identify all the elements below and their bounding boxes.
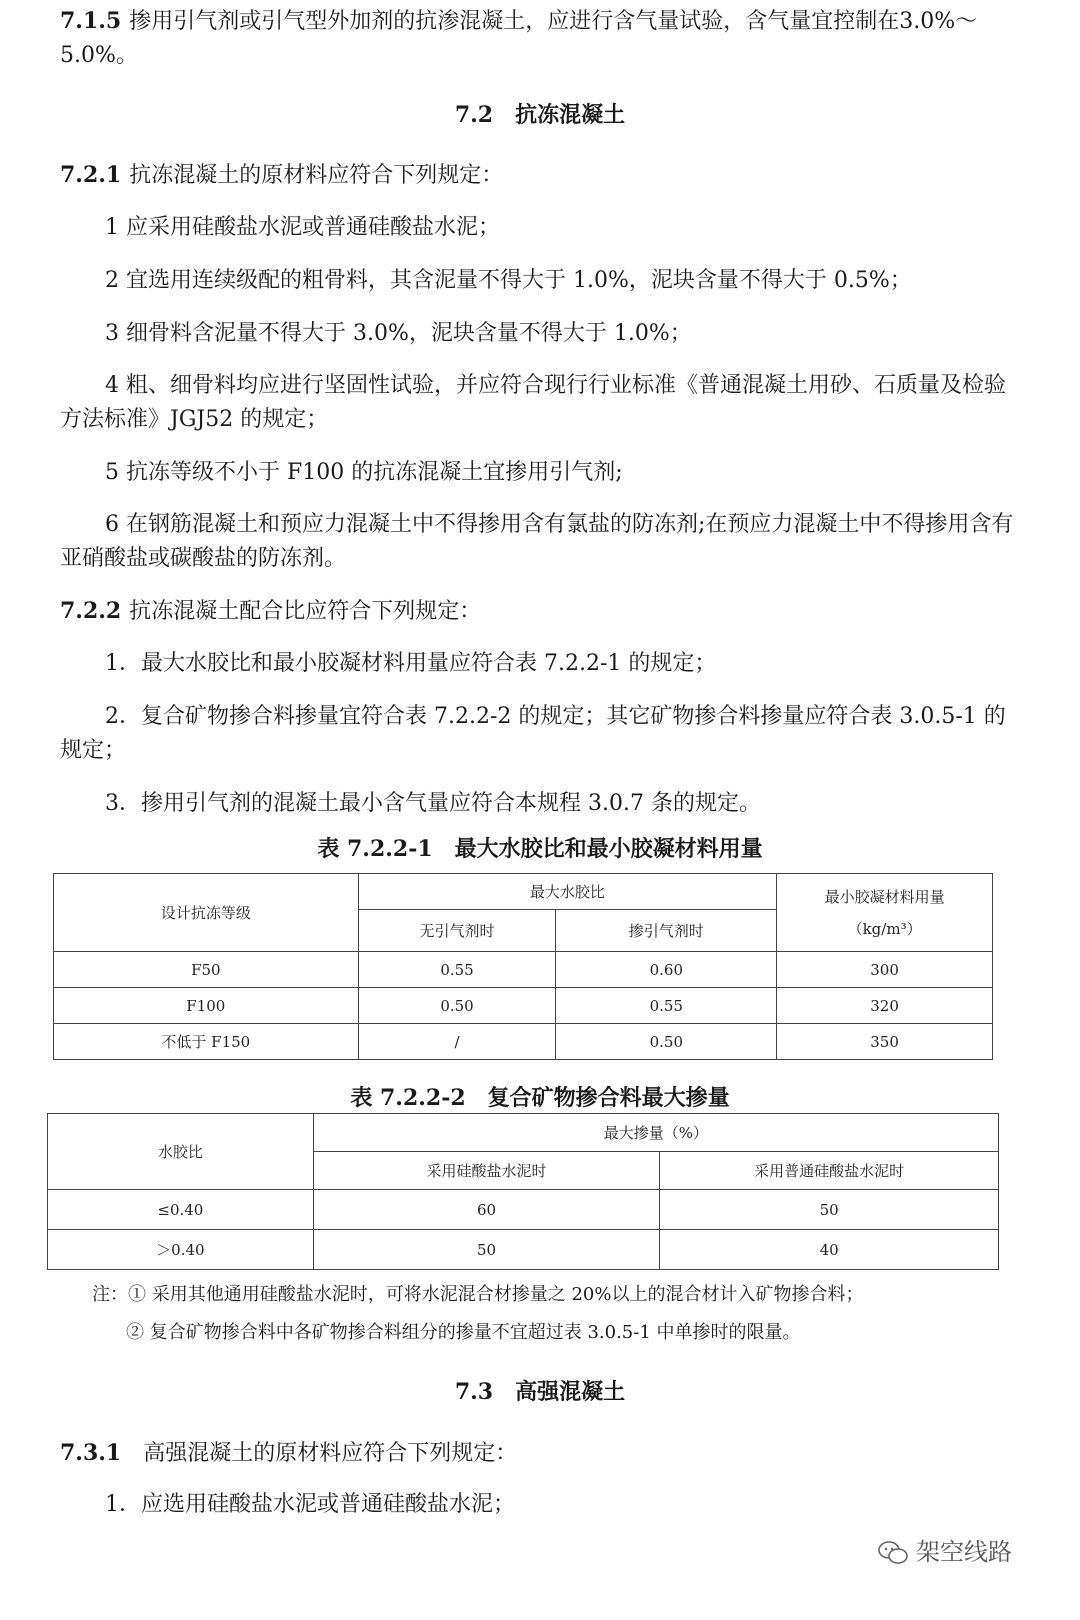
table-row: [54, 1024, 993, 1060]
list-item: 1．应选用硅酸盐水泥或普通硅酸盐水泥；: [105, 1492, 515, 1517]
section-title: 高强混凝土: [515, 1379, 626, 1405]
table-caption: 表 7.2.2-1 最大水胶比和最小胶凝材料用量: [317, 836, 763, 862]
table-cell: 320: [777, 988, 993, 1024]
table-row: [54, 988, 993, 1024]
section-heading-7-2: [0, 98, 1080, 129]
watermark-text: 架空线路: [916, 1538, 1012, 1566]
table-cell: 60: [313, 1190, 660, 1230]
header-cell: 无引气剂时: [358, 910, 556, 952]
header-cell: 采用硅酸盐水泥时: [313, 1152, 660, 1190]
header-cell: 最大水胶比: [358, 874, 777, 910]
table-row: [54, 952, 993, 988]
table-note: ② 复合矿物掺合料中各矿物掺合料组分的掺量不宜超过表 3.0.5-1 中单掺时的限量。: [126, 1322, 801, 1343]
table-cell: 40: [660, 1230, 999, 1270]
table-mineral-admixture: [47, 1113, 999, 1270]
table-cell: 300: [777, 952, 993, 988]
table-cell: 0.60: [556, 952, 777, 988]
clause-7-2-2: [60, 594, 1020, 629]
list-item: 2．复合矿物掺合料掺量宜符合表 7.2.2-2 的规定；其它矿物掺合料掺量应符合表 3.0.5-1 的规定；: [60, 704, 1006, 763]
table-cell: 不低于 F150: [54, 1024, 359, 1060]
section-number: 7.3: [454, 1379, 494, 1405]
table-cell: ≤0.40: [48, 1190, 314, 1230]
header-cell: 设计抗冻等级: [54, 874, 359, 952]
table-row: [48, 1230, 999, 1270]
table-cell: 0.50: [556, 1024, 777, 1060]
clause-text: 高强混凝土的原材料应符合下列规定：: [143, 1441, 518, 1466]
section-number: 7.2: [454, 102, 494, 128]
watermark: [878, 1532, 1012, 1567]
table-row: [48, 1190, 999, 1230]
clause-7-2-1: [60, 158, 1020, 193]
header-cell: [777, 874, 993, 952]
section-heading-7-3: [0, 1375, 1080, 1406]
header-label: 最小胶凝材料用量: [824, 887, 945, 906]
wechat-icon: [878, 1540, 908, 1566]
list-item: 3．掺用引气剂的混凝土最小含气量应符合本规程 3.0.7 条的规定。: [105, 791, 761, 816]
header-cell: 水胶比: [48, 1114, 314, 1190]
table-cell: 0.55: [358, 952, 556, 988]
header-cell: 采用普通硅酸盐水泥时: [660, 1152, 999, 1190]
table-caption: 表 7.2.2-2 复合矿物掺合料最大掺量: [350, 1085, 730, 1111]
clause-number: 7.1.5: [60, 8, 122, 34]
clause-text: 掺用引气剂或引气型外加剂的抗渗混凝土，应进行含气量试验，含气量宜控制在3.0%～5.0%。: [60, 9, 978, 68]
table-cell: /: [358, 1024, 556, 1060]
clause-text: 抗冻混凝土配合比应符合下列规定：: [129, 599, 482, 624]
list-item: 1．最大水胶比和最小胶凝材料用量应符合表 7.2.2-1 的规定；: [105, 651, 717, 676]
table-cell: 50: [313, 1230, 660, 1270]
clause-number: 7.3.1: [60, 1440, 122, 1466]
list-item: 3 细骨料含泥量不得大于 3.0%，泥块含量不得大于 1.0%；: [105, 321, 692, 346]
table-max-wb-ratio: [53, 873, 993, 1060]
header-cell: 最大掺量（%）: [313, 1114, 998, 1152]
list-item: 2 宜选用连续级配的粗骨料，其含泥量不得大于 1.0%，泥块含量不得大于 0.5%；: [105, 268, 912, 293]
table-cell: 350: [777, 1024, 993, 1060]
section-title: 抗冻混凝土: [515, 102, 626, 128]
header-cell: 掺引气剂时: [556, 910, 777, 952]
clause-number: 7.2.1: [60, 162, 122, 188]
table-cell: F50: [54, 952, 359, 988]
list-item: 4 粗、细骨料均应进行坚固性试验，并应符合现行行业标准《普通混凝土用砂、石质量及检验方法标准》JGJ52 的规定；: [60, 373, 1006, 432]
table-note: 注：① 采用其他通用硅酸盐水泥时，可将水泥混合材掺量之 20%以上的混合材计入矿物掺合料；: [92, 1284, 864, 1305]
clause-number: 7.2.2: [60, 598, 122, 624]
table-cell: 0.50: [358, 988, 556, 1024]
clause-text: 抗冻混凝土的原材料应符合下列规定：: [129, 163, 504, 188]
clause-7-1-5: [60, 4, 1020, 73]
header-unit: （kg/m³）: [847, 919, 922, 938]
list-item: 6 在钢筋混凝土和预应力混凝土中不得掺用含有氯盐的防冻剂;在预应力混凝土中不得掺用含有亚硝酸盐或碳酸盐的防冻剂。: [60, 512, 1014, 571]
table-cell: F100: [54, 988, 359, 1024]
table-cell: 50: [660, 1190, 999, 1230]
clause-7-3-1: [60, 1436, 1020, 1471]
table-cell: ＞0.40: [48, 1230, 314, 1270]
list-item: 5 抗冻等级不小于 F100 的抗冻混凝土宜掺用引气剂;: [105, 460, 623, 485]
table-cell: 0.55: [556, 988, 777, 1024]
list-item: 1 应采用硅酸盐水泥或普通硅酸盐水泥；: [105, 215, 500, 240]
